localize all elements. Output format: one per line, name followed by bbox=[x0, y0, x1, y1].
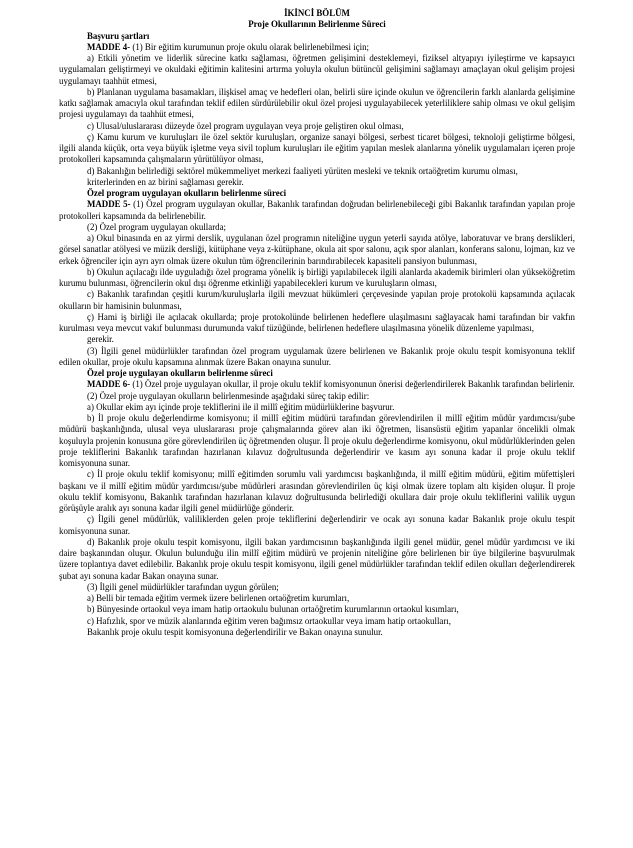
chapter-heading: İKİNCİ BÖLÜM bbox=[284, 8, 350, 18]
paragraph: gerekir. bbox=[87, 334, 114, 345]
paragraph: ç) Hami iş birliği ile açılacak okullarda; proje protokolünde belirlenen hedeflere ulaşılmasını sağlayacak hami tarafından bir vakfın kurulması veya mevcut vakıf bulunması durumunda vakıf tüzüğünde, belirlenen hedeflere ulaşılmasına yönelik düzenleme yapılması, bbox=[59, 311, 575, 333]
paragraph: a) Okullar ekim ayı içinde proje tekliflerini ile il millî eğitim müdürlüklerine başvurur. bbox=[87, 401, 395, 412]
paragraph: b) Planlanan uygulama basamakları, ilişkisel amaç ve hedefleri olan, belirli süre içinde okulun ve öğrencilerin farklı alanlarda gelişimine katkı sağlamak amacıyla okul tarafından teklif edilen sürdürülebilir okul özel projesi uygulayabilecek yeterliliklere sahip olması ve okul gelişim projesi uygulamayı da taahhüt etmesi, bbox=[59, 86, 575, 120]
paragraph: (3) İlgili genel müdürlükler tarafından özel program uygulamak üzere belirlenen ve Bakanlık proje okulu tespit komisyonuna teklif edilen okullar, proje okulu kapsamına alınmak üzere Bakan onayına sunulur. bbox=[59, 345, 575, 367]
chapter-title: Proje Okullarının Belirlenme Süreci bbox=[248, 19, 386, 30]
paragraph: a) Okul binasında en az yirmi derslik, uygulanan özel programın niteliğine uygun yeterli sayıda atölye, laboratuvar ve branş derslikleri, görsel sanatlar atölyesi ve müzik dersliği, kütüphane veya z-kütüphane, okula ait spor salonu, açık spor alanları, konferans salonu, lojman, kız ve erkek öğrenciler için ayrı ayrı olmak üzere okulun tüm öğrencilerinin barındırabilecek kapasiteli pansiyon bulunması, bbox=[59, 233, 575, 266]
paragraph: b) Okulun açılacağı ilde uyguladığı özel programa yönelik iş birliği yapılabilecek ilgili alanlarda akademik birimleri olan yükseköğretim kurumu bulunması, öğrencilerin okul dışı öğrenme etkinliği yapabilecekleri kurum ve kuruluşların olması, bbox=[59, 266, 575, 288]
paragraph: c) İl proje okulu teklif komisyonu; millî eğitimden sorumlu vali yardımcısı başkanlığında, il millî eğitim müdürü, eğitim müfettişleri başkanı ve il millî eğitim müdür yardımcısı/şube müdürleri arasından görevlendirilen üç kişi olmak üzere toplam altı kişiden oluşur. İl proje okulu teklif komisyonu, Bakanlık tarafından hazırlanan kılavuz doğrultusunda belirlediği okullara dair proje okulu tekliflerini valilik uygun görüşüyle aralık ayı sonuna kadar ilgili genel müdürlüğe gönderir. bbox=[59, 469, 575, 513]
article-label: MADDE 4- bbox=[87, 41, 131, 52]
paragraph: a) Etkili yönetim ve liderlik sürecine katkı sağlaması, öğretmen gelişimini desteklemeyi, fiziksel altyapıyı iyileştirme ve kapsayıcı uygulamaları geliştirmeyi ve okuldaki eğitimin kalitesini artırma yoluyla okulun bütüncül gelişimini sağlamayı amaçlayan okul gelişim projesi uygulamayı taahhüt etmesi, bbox=[59, 53, 575, 86]
paragraph: kriterlerinden en az birini sağlaması gerekir. bbox=[87, 176, 244, 187]
paragraph bbox=[59, 42, 575, 53]
paragraph: d) Bakanlık proje okulu tespit komisyonu, ilgili bakan yardımcısının başkanlığında ilgili genel müdür, genel müdür yardımcısı ve iki daire başkanından oluşur. Okulun bulunduğu ilin millî eğitim müdürü ve projenin niteliğine göre belirlenen bir üye bilgilerine başvurulmak üzere toplantıya davet edilebilir. Bakanlık proje okulu tespit komisyonu, ilgili genel müdürlükler tarafından teklif edilen okulları değerlendirerek şubat ayı sonuna kadar Bakan onayına sunar. bbox=[59, 536, 575, 581]
paragraph: b) Bünyesinde ortaokul veya imam hatip ortaokulu bulunan ortaöğretim kurumlarının ortaokul kısımları, bbox=[87, 604, 459, 615]
paragraph: Bakanlık proje okulu tespit komisyonuna değerlendirilir ve Bakan onayına sunulur. bbox=[87, 626, 383, 637]
document-page bbox=[59, 8, 575, 638]
paragraph: b) İl proje okulu değerlendirme komisyonu; il millî eğitim müdürü tarafından görevlendirilen il millî eğitim müdür yardımcısı/şube müdürü başkanlığında, ulusal veya uluslararası proje çalışmalarında görev alan iki öğretmen, lisansüstü eğitim yapanlar öncelikli olmak koşuluyla projenin konusuna göre görevlendirilen üç öğretmenden oluşur. İl proje okulu değerlendirme komisyonu, okul müdürlüklerinden gelen proje tekliflerini Bakanlık tarafından hazırlanan kılavuz doğrultusunda değerlendirir ve kasım ayı sonuna kadar il proje okulu teklif komisyonuna sunar. bbox=[59, 413, 575, 468]
paragraph: d) Bakanlığın belirlediği sektörel mükemmeliyet merkezi faaliyeti yürüten mesleki ve teknik ortaöğretim kurumu olması, bbox=[87, 165, 518, 176]
paragraph: (2) Özel proje uygulayan okulların belirlenmesinde aşağıdaki süreç takip edilir: bbox=[87, 390, 370, 401]
paragraph: (3) İlgili genel müdürlükler tarafından uygun görülen; bbox=[87, 581, 279, 592]
article-text: (1) Bir eğitim kurumunun proje okulu olarak belirlenebilmesi için; bbox=[130, 41, 369, 52]
paragraph bbox=[59, 379, 575, 390]
document-body bbox=[59, 31, 575, 639]
article-text: (1) Özel proje uygulayan okullar, il proje okulu teklif komisyonunun önerisi değerlendirilerek Bakanlık tarafından belirlenir. bbox=[130, 379, 575, 390]
section-heading: Özel proje uygulayan okulların belirlenme süreci bbox=[87, 368, 273, 378]
article-label: MADDE 6- bbox=[87, 379, 131, 390]
paragraph: c) Hafızlık, spor ve müzik alanlarında eğitim veren bağımsız ortaokullar veya imam hatip ortaokulları, bbox=[87, 615, 451, 626]
article-label: MADDE 5- bbox=[87, 199, 131, 210]
paragraph: ç) İlgili genel müdürlük, valiliklerden gelen proje tekliflerini değerlendirir ve ocak ayı sonuna kadar Bakanlık proje okulu tespit komisyonuna sunar. bbox=[59, 514, 575, 536]
paragraph: ç) Kamu kurum ve kuruluşları ile özel sektör kuruluşları, organize sanayi bölgesi, serbest ticaret bölgesi, teknoloji geliştirme bölgesi, ilgili alanda küçük, orta veya büyük işletme veya sivil toplum kuruluşları ile eğitim yapılan meslek alanlarına yönelik uygulamaları içeren proje protokolleri kapsamında çalışmaların yürütülüyor olması, bbox=[59, 131, 575, 165]
section-heading: Başvuru şartları bbox=[87, 30, 150, 41]
paragraph: a) Belli bir temada eğitim vermek üzere belirlenen ortaöğretim kurumları, bbox=[87, 593, 350, 603]
article-text: (1) Özel program uygulayan okullar, Bakanlık tarafından doğrudan belirlenebileceği gibi Bakanlık tarafından yapılan proje protokolleri kapsamında da belirlenebilir. bbox=[59, 199, 575, 221]
paragraph: c) Ulusal/uluslararası düzeyde özel program uygulayan veya proje geliştiren okul olması, bbox=[87, 120, 404, 131]
paragraph bbox=[59, 199, 575, 222]
paragraph: c) Bakanlık tarafından çeşitli kurum/kuruluşlarla ilgili mevzuat hükümleri çerçevesinde yapılan proje protokolü kapsamında açılacak okulların bir hamisinin bulunması, bbox=[59, 289, 575, 311]
section-heading: Özel program uygulayan okulların belirlenme süreci bbox=[87, 188, 287, 198]
paragraph: (2) Özel program uygulayan okullarda; bbox=[87, 221, 226, 232]
